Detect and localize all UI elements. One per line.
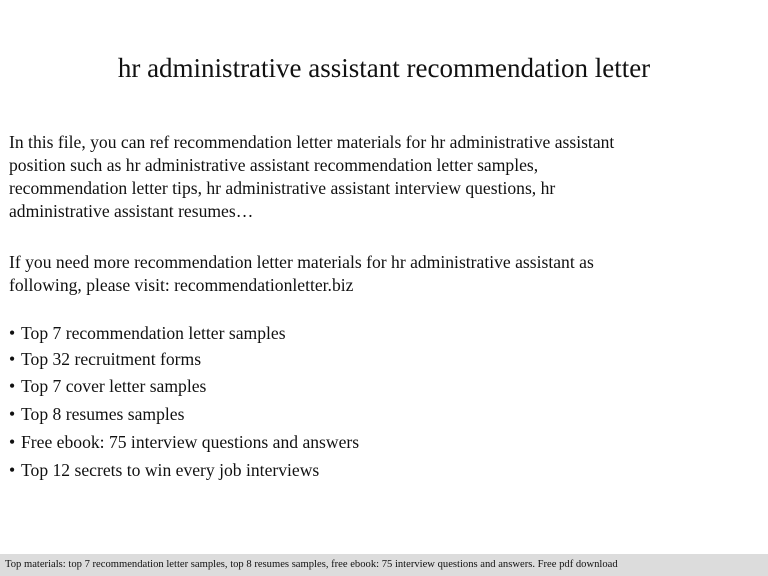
bullet-icon: •	[9, 404, 16, 424]
bullet-icon: •	[9, 460, 16, 480]
visit-line: following, please visit: recommendationletter.biz	[9, 275, 354, 295]
list-item	[9, 320, 359, 346]
list-item	[9, 346, 359, 372]
list-item-label: Top 12 secrets to win every job interviews	[21, 460, 320, 480]
bullet-icon: •	[9, 349, 16, 369]
list-item-label: Top 7 recommendation letter samples	[21, 323, 286, 343]
list-item	[9, 456, 359, 484]
list-item-label: Top 8 resumes samples	[21, 404, 185, 424]
list-item	[9, 428, 359, 456]
intro-line: In this file, you can ref recommendation letter materials for hr administrative assistant	[9, 132, 615, 152]
intro-line: position such as hr administrative assistant recommendation letter samples,	[9, 155, 539, 175]
footer-bar	[0, 554, 768, 576]
bullet-icon: •	[9, 323, 16, 343]
intro-line: recommendation letter tips, hr administrative assistant interview questions, hr	[9, 178, 556, 198]
bullet-icon: •	[9, 376, 16, 396]
visit-paragraph	[9, 251, 761, 297]
list-item	[9, 372, 359, 400]
list-item-label: Top 32 recruitment forms	[21, 349, 202, 369]
intro-paragraph	[9, 131, 761, 223]
list-item-label: Free ebook: 75 interview questions and answers	[21, 432, 360, 452]
intro-line: administrative assistant resumes…	[9, 201, 254, 221]
list-item-label: Top 7 cover letter samples	[21, 376, 207, 396]
page-title: hr administrative assistant recommendation letter	[117, 53, 651, 83]
list-item	[9, 400, 359, 428]
bullet-icon: •	[9, 432, 16, 452]
materials-list	[9, 320, 359, 484]
visit-line: If you need more recommendation letter materials for hr administrative assistant as	[9, 252, 594, 272]
footer-text: Top materials: top 7 recommendation letter samples, top 8 resumes samples, free ebook: 75 interview questions and answers. Free pdf download	[5, 559, 618, 570]
